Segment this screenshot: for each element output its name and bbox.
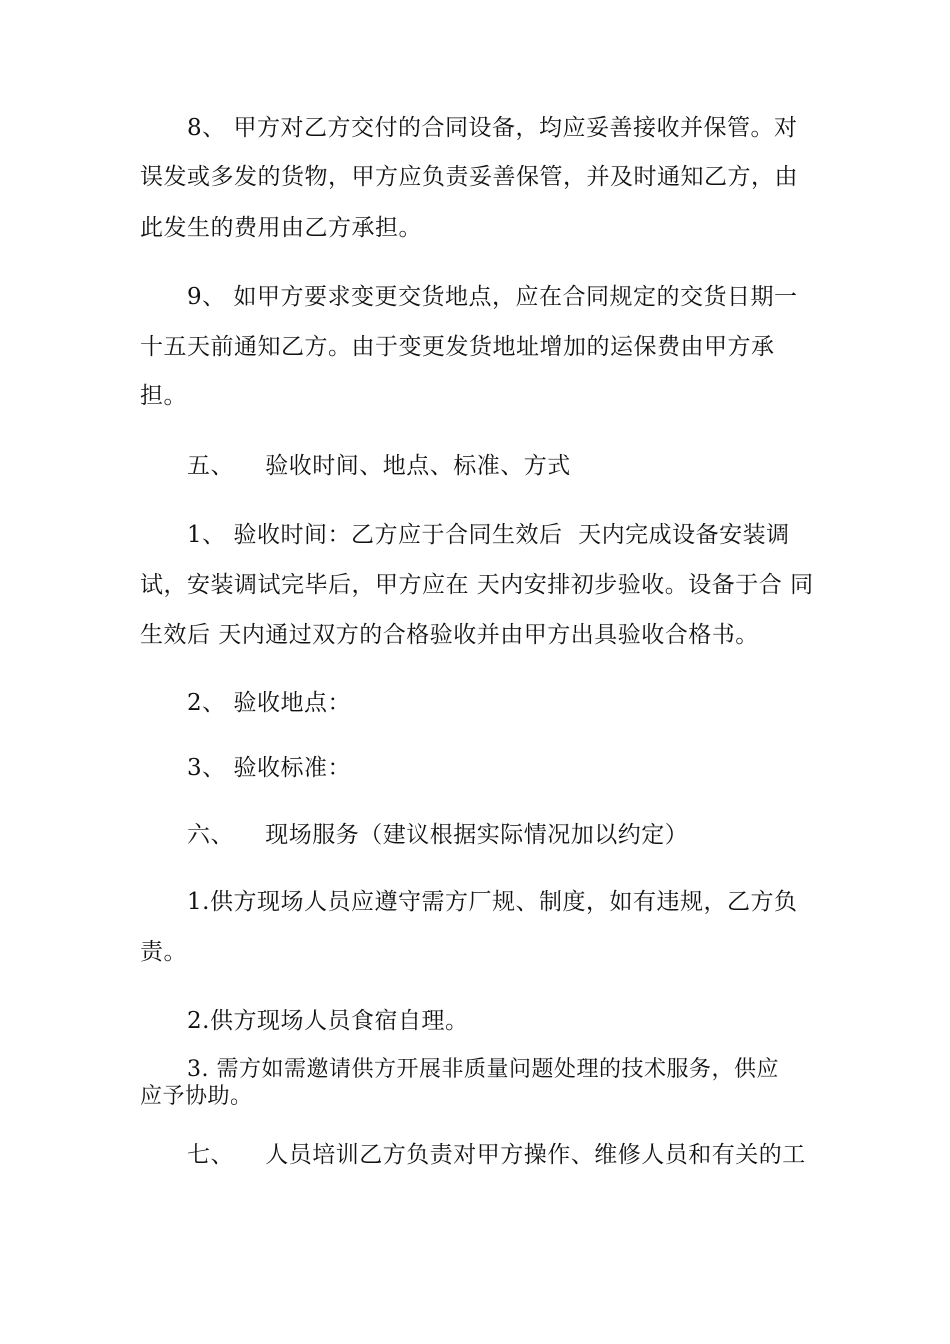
service-3-line-1: 3. 需方如需邀请供方开展非质量问题处理的技术服务，供应 bbox=[187, 1057, 779, 1082]
acceptance-time-line-1: 1、 验收时间：乙方应于合同生效后 天内完成设备安装调 bbox=[187, 522, 790, 548]
service-1-line-1: 1.供方现场人员应遵守需方厂规、制度，如有违规，乙方负 bbox=[187, 889, 798, 915]
acceptance-standard: 3、 验收标准： bbox=[187, 755, 351, 781]
acceptance-time-line-2: 试，安装调试完毕后，甲方应在 天内安排初步验收。设备于合 同 bbox=[140, 572, 814, 598]
clause-8-line-1: 8、 甲方对乙方交付的合同设备，均应妥善接收并保管。对 bbox=[187, 115, 798, 141]
acceptance-location: 2、 验收地点： bbox=[187, 690, 351, 716]
section-6-heading: 六、 现场服务（建议根据实际情况加以约定） bbox=[187, 822, 689, 848]
acceptance-time-line-3: 生效后 天内通过双方的合格验收并由甲方出具验收合格书。 bbox=[140, 622, 759, 648]
clause-8-line-3: 此发生的费用由乙方承担。 bbox=[140, 215, 422, 241]
service-1-line-2: 责。 bbox=[140, 939, 187, 965]
clause-8-line-2: 误发或多发的货物，甲方应负责妥善保管，并及时通知乙方，由 bbox=[140, 164, 798, 190]
section-7-heading: 七、 人员培训乙方负责对甲方操作、维修人员和有关的工 bbox=[187, 1142, 806, 1168]
service-3-line-2: 应予协助。 bbox=[140, 1084, 253, 1109]
service-2: 2.供方现场人员食宿自理。 bbox=[187, 1008, 469, 1034]
section-5-heading: 五、 验收时间、地点、标准、方式 bbox=[187, 453, 571, 479]
clause-9-line-1: 9、 如甲方要求变更交货地点，应在合同规定的交货日期一 bbox=[187, 284, 798, 310]
clause-9-line-3: 担。 bbox=[140, 383, 187, 409]
clause-9-line-2: 十五天前通知乙方。由于变更发货地址增加的运保费由甲方承 bbox=[140, 334, 775, 360]
